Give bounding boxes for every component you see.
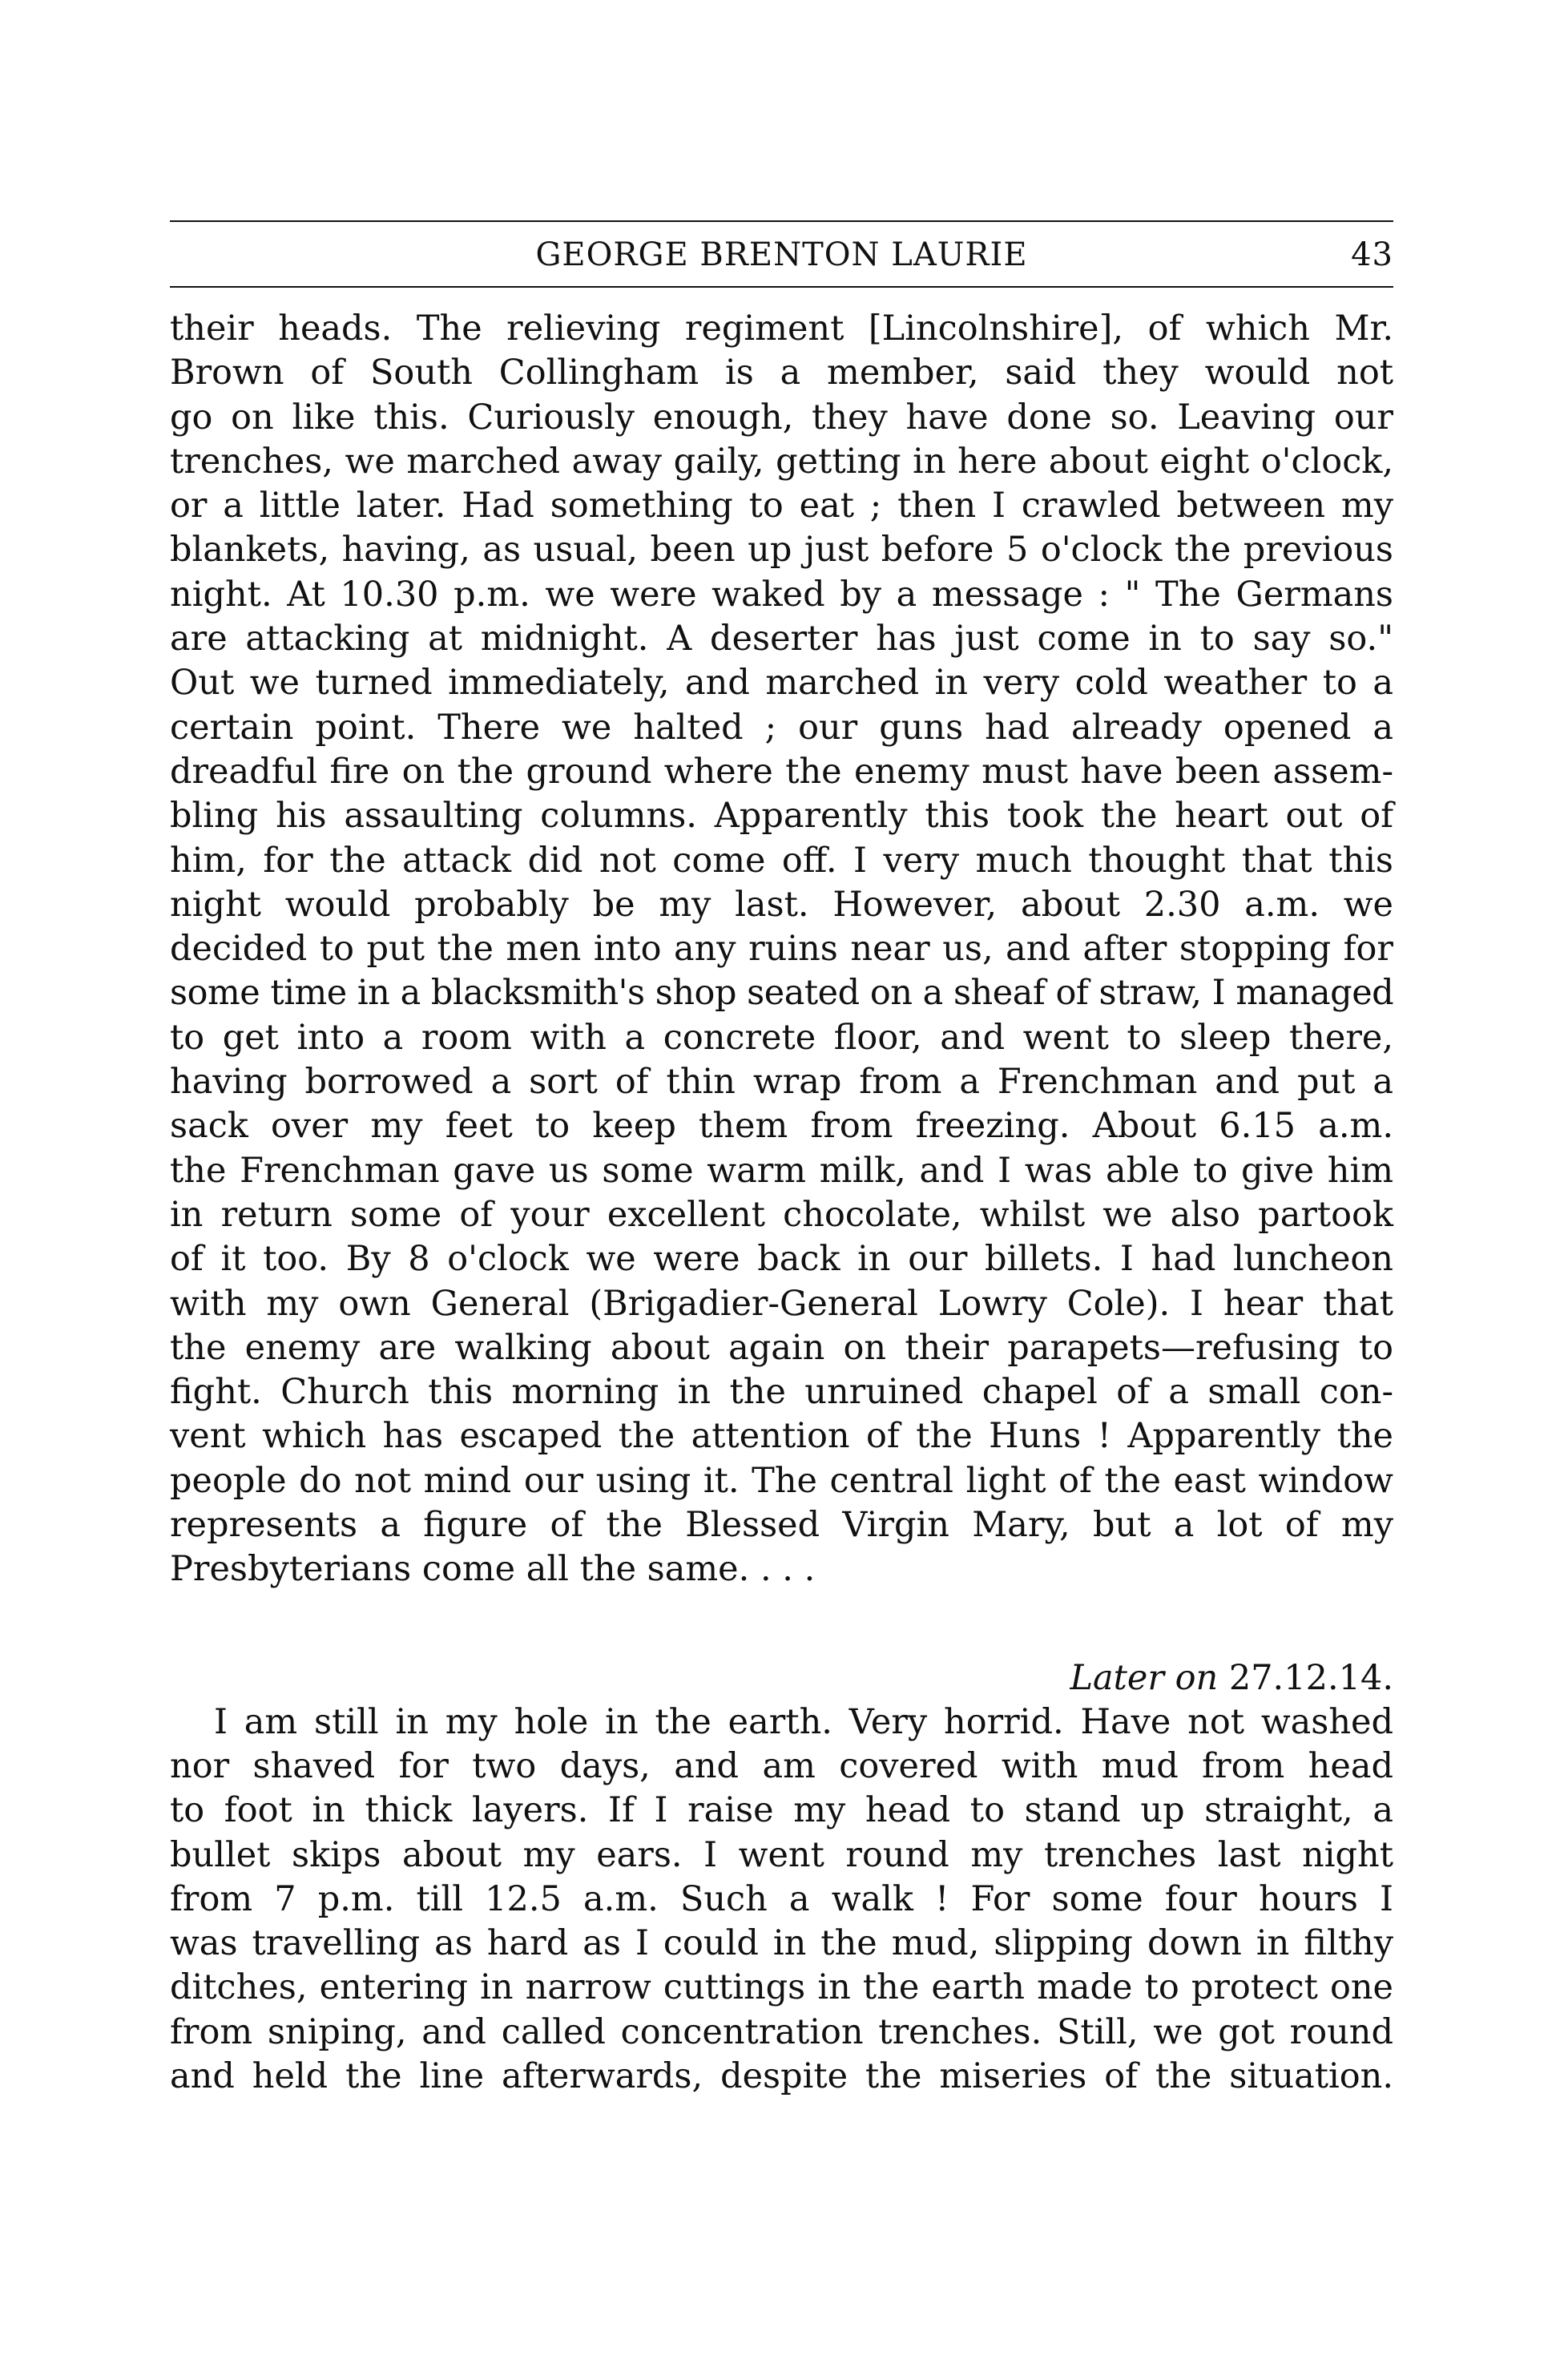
text-line: their heads. The relieving regiment [Lincolnshire], of which Mr. — [170, 309, 1393, 349]
text-line: decided to put the men into any ruins near us, and after stopping for — [170, 929, 1393, 970]
dateline-label: Later on — [1070, 1657, 1219, 1698]
text-line: dreadful fire on the ground where the enemy must have been assem- — [170, 751, 1393, 792]
text-line: to get into a room with a concrete floor, and went to sleep there, — [170, 1017, 1393, 1058]
text-line: fight. Church this morning in the unruined chapel of a small con- — [170, 1372, 1393, 1413]
text-line: to foot in thick layers. If I raise my head to stand up straight, a — [170, 1790, 1393, 1831]
text-line: Brown of South Collingham is a member, said they would not — [170, 353, 1393, 393]
text-line: night would probably be my last. However, about 2.30 a.m. we — [170, 884, 1393, 925]
text-line: Out we turned immediately, and marched in very cold weather to a — [170, 663, 1393, 704]
text-line: ditches, entering in narrow cuttings in the earth made to protect one — [170, 1967, 1393, 2008]
text-line: having borrowed a sort of thin wrap from a Frenchman and put a — [170, 1062, 1393, 1103]
page-number: 43 — [1351, 236, 1393, 273]
text-line: from 7 p.m. till 12.5 a.m. Such a walk ! For some four hours I — [170, 1878, 1393, 1919]
text-line: from sniping, and called concentration trenches. Still, we got round — [170, 2011, 1393, 2052]
text-line: with my own General (Brigadier-General Lowry Cole). I hear that — [170, 1283, 1393, 1324]
text-line: go on like this. Curiously enough, they have done so. Leaving our — [170, 397, 1393, 438]
text-line: trenches, we marched away gaily, getting in here about eight o'clock, — [170, 441, 1393, 482]
text-line: certain point. There we halted ; our guns had already opened a — [170, 707, 1393, 748]
text-line: bling his assaulting columns. Apparently this took the heart out of — [170, 796, 1393, 837]
header-bottom-rule — [170, 286, 1393, 288]
text-line: represents a figure of the Blessed Virgin Mary, but a lot of my — [170, 1505, 1393, 1546]
text-line: and held the line afterwards, despite the miseries of the situation. — [170, 2055, 1393, 2096]
text-line: the enemy are walking about again on their parapets—refusing to — [170, 1327, 1393, 1368]
text-line: the Frenchman gave us some warm milk, and I was able to give him — [170, 1150, 1393, 1191]
text-line: or a little later. Had something to eat ; then I crawled between my — [170, 486, 1393, 526]
text-line: nor shaved for two days, and am covered with mud from head — [170, 1745, 1393, 1786]
running-title: GEORGE BRENTON LAURIE — [535, 236, 1028, 273]
text-line: vent which has escaped the attention of the Huns ! Apparently the — [170, 1416, 1393, 1457]
paragraph-2 — [170, 1700, 1393, 2100]
text-line: some time in a blacksmith's shop seated on a sheaf of straw, I managed — [170, 973, 1394, 1014]
text-line: sack over my feet to keep them from freezing. About 6.15 a.m. — [170, 1106, 1393, 1147]
running-header — [170, 222, 1393, 286]
dateline — [170, 1656, 1393, 1700]
text-line: blankets, having, as usual, been up just before 5 o'clock the previous — [170, 530, 1393, 571]
text-line: I am still in my hole in the earth. Very horrid. Have not washed — [214, 1701, 1393, 1742]
text-line: people do not mind our using it. The central light of the east window — [170, 1460, 1393, 1501]
text-line: bullet skips about my ears. I went round my trenches last night — [170, 1834, 1393, 1875]
text-line: of it too. By 8 o'clock we were back in our billets. I had luncheon — [170, 1239, 1393, 1280]
text-line: are attacking at midnight. A deserter has just come in to say so." — [170, 619, 1393, 660]
paragraph-1 — [170, 307, 1393, 1592]
text-line: night. At 10.30 p.m. we were waked by a message : " The Germans — [170, 574, 1393, 615]
text-line: Presbyterians come all the same. . . . — [170, 1549, 816, 1590]
book-page — [170, 220, 1393, 2099]
text-line: him, for the attack did not come off. I very much thought that this — [170, 840, 1393, 881]
dateline-date: 27.12.14. — [1228, 1657, 1393, 1698]
text-line: was travelling as hard as I could in the mud, slipping down in filthy — [170, 1923, 1393, 1964]
text-line: in return some of your excellent chocolate, whilst we also partook — [170, 1194, 1393, 1235]
